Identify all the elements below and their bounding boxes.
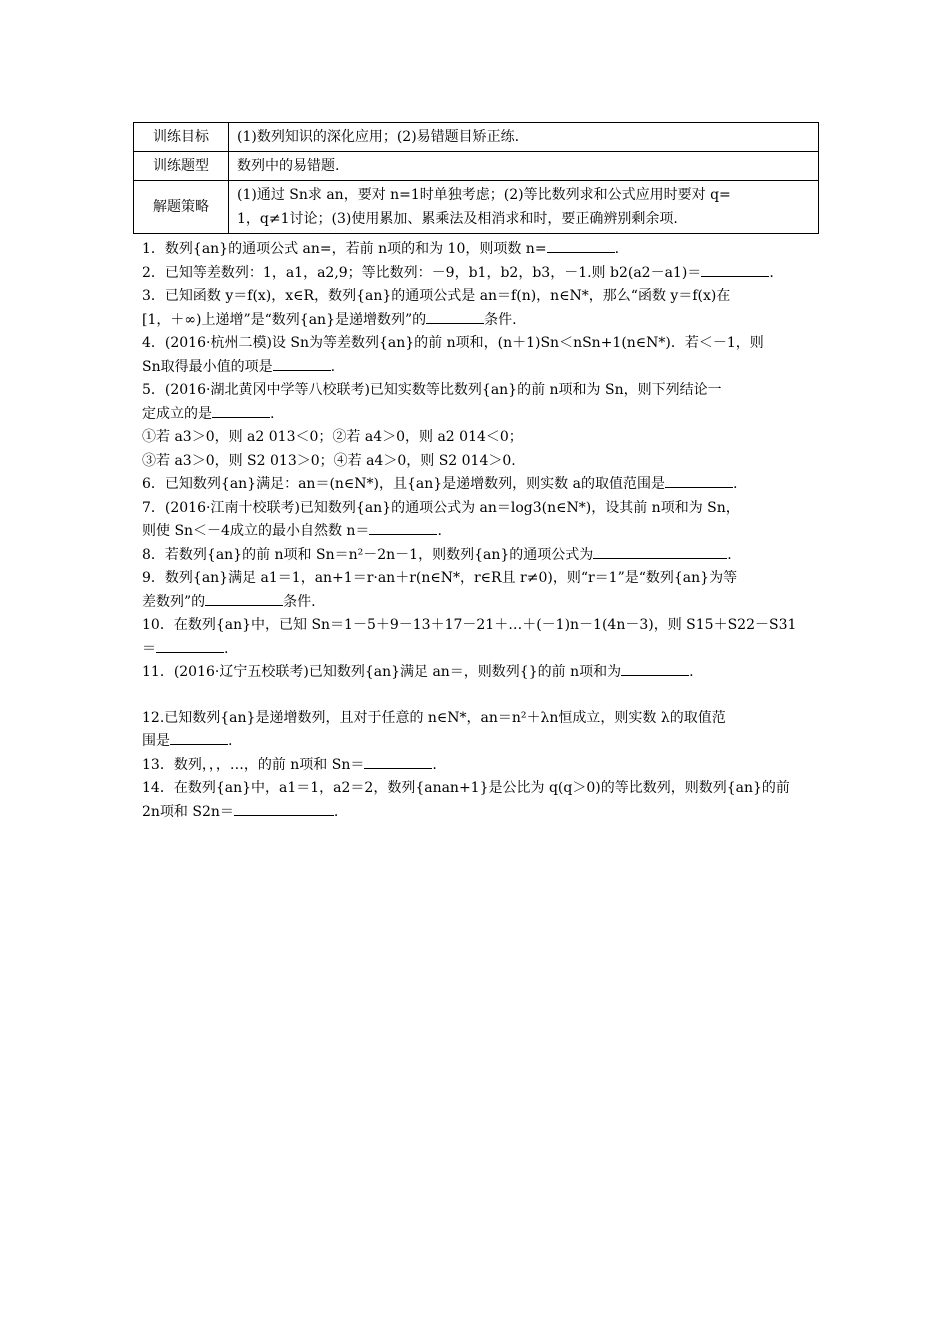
question-line (142, 379, 810, 403)
question-line (142, 567, 810, 591)
question-end-text: . (270, 405, 275, 422)
question-text: 12.已知数列{an}是递增数列，且对于任意的 n∈N*，an＝n²＋λn恒成立，则实数 λ的取值范 (142, 709, 726, 726)
question-text: 6．已知数列{an}满足：an＝(n∈N*)，且{an}是递增数列，则实数 a的取值范围是 (142, 476, 665, 492)
answer-blank (273, 356, 331, 371)
question-text: 4．(2016·杭州二模)设 Sn为等差数列{an}的前 n项和，(n＋1)Sn＜nSn+1(n∈N*)．若＜－1，则 (142, 335, 764, 351)
row-label: 训练目标 (134, 123, 229, 152)
question-line (142, 638, 810, 662)
question-line (142, 544, 810, 568)
question-line (142, 801, 810, 825)
question-line (142, 520, 810, 544)
question-text: 8．若数列{an}的前 n项和 Sn＝n²－2n－1，则数列{an}的通项公式为 (142, 546, 594, 563)
table-row (134, 152, 819, 181)
strategy-line: (1)通过 Sn求 an，要对 n=1时单独考虑；(2)等比数列求和公式应用时要对 q= (237, 187, 731, 203)
question-line (142, 332, 810, 356)
question-line (142, 426, 810, 450)
row-content: (1)数列知识的深化应用；(2)易错题目矫正练. (229, 123, 819, 152)
question-text: 10．在数列{an}中，已知 Sn＝1－5＋9－13＋17－21＋…＋(－1)n－1(4n－3)，则 S15＋S22－S31 (142, 617, 797, 633)
table-row (134, 123, 819, 152)
table-row (134, 181, 819, 234)
row-content (229, 181, 819, 234)
question-text: Sn取得最小值的项是 (142, 358, 273, 375)
question-line (142, 262, 810, 286)
question-text: 13．数列，，，…，的前 n项和 Sn＝ (142, 756, 365, 773)
training-info-table (133, 122, 819, 234)
answer-blank (547, 238, 615, 253)
question-line (142, 497, 810, 521)
question-end-text: 条件. (484, 311, 517, 328)
question-end-text: . (228, 733, 233, 749)
question-text: 9．数列{an}满足 a1＝1，an+1＝r·an＋r(n∈N*，r∈R且 r≠0)，则“r＝1”是“数列{an}为等 (142, 570, 738, 586)
question-end-text: . (727, 546, 732, 563)
question-text: 5．(2016·湖北黄冈中学等八校联考)已知实数等比数列{an}的前 n项和为 Sn，则下列结论一 (142, 382, 722, 398)
question-end-text: . (224, 640, 229, 657)
question-end-text: . (432, 756, 437, 773)
question-text: 2．已知等差数列：1，a1，a2,9；等比数列：－9，b1，b2，b3，－1.则 b2(a2－a1)＝ (142, 264, 702, 281)
question-text: 定成立的是 (142, 405, 212, 422)
question-line (142, 450, 810, 474)
answer-blank (426, 309, 484, 324)
question-end-text: . (769, 264, 774, 281)
question-text: 14．在数列{an}中，a1＝1，a2＝2，数列{anan+1}是公比为 q(q＞0)的等比数列，则数列{an}的前 (142, 780, 790, 796)
question-line (142, 730, 810, 754)
question-text: 7．(2016·江南十校联考)已知数列{an}的通项公式为 an＝log3(n∈N*)，设其前 n项和为 Sn， (142, 499, 740, 516)
question-end-text: . (333, 803, 339, 820)
question-line (142, 238, 810, 262)
question-end-text: 条件. (283, 593, 316, 610)
question-end-text: . (437, 523, 442, 539)
answer-blank (234, 801, 334, 816)
question-end-text: . (330, 358, 336, 375)
question-line (142, 661, 810, 685)
answer-blank (156, 638, 224, 653)
answer-blank (170, 730, 228, 745)
question-text: 1．数列{an}的通项公式 an=，若前 n项的和为 10，则项数 n= (142, 241, 547, 257)
question-text: 2n项和 S2n＝ (142, 803, 234, 820)
question-list (142, 238, 810, 824)
strategy-line: 1，q≠1讨论；(3)使用累加、累乘法及相消求和时，要正确辨别剩余项. (237, 211, 678, 227)
row-content: 数列中的易错题. (229, 152, 819, 181)
question-line (142, 777, 810, 801)
answer-blank (665, 473, 733, 488)
question-line (142, 707, 810, 731)
question-text: ＝ (142, 640, 156, 657)
row-label: 解题策略 (134, 181, 229, 234)
question-line (142, 403, 810, 427)
question-end-text: . (614, 241, 620, 257)
answer-blank (364, 754, 432, 769)
question-text: 则使 Sn＜－4成立的最小自然数 n＝ (142, 523, 370, 539)
answer-blank (369, 520, 437, 535)
question-line (142, 473, 810, 497)
question-line (142, 285, 810, 309)
question-line (142, 309, 810, 333)
question-text: 差数列”的 (142, 593, 206, 610)
question-text: [1，＋∞)上递增”是“数列{an}是递增数列”的 (142, 311, 427, 328)
question-line (142, 591, 810, 615)
question-line (142, 356, 810, 380)
question-text: 围是 (142, 733, 170, 749)
question-end-text: . (689, 664, 694, 680)
answer-blank (701, 262, 769, 277)
question-text: 3．已知函数 y＝f(x)，x∈R，数列{an}的通项公式是 an＝f(n)，n∈N*，那么“函数 y＝f(x)在 (142, 288, 731, 304)
question-line (142, 614, 810, 638)
answer-blank (593, 544, 727, 559)
question-text: ③若 a3＞0，则 S2 013＞0；④若 a4＞0，则 S2 014＞0. (142, 452, 516, 469)
question-text: 11．(2016·辽宁五校联考)已知数列{an}满足 an＝，则数列{}的前 n项和为 (142, 664, 622, 680)
answer-blank (621, 661, 689, 676)
question-line (142, 754, 810, 778)
row-label: 训练题型 (134, 152, 229, 181)
answer-blank (212, 403, 270, 418)
question-end-text: . (732, 476, 738, 492)
answer-blank (205, 591, 283, 606)
question-text: ①若 a3＞0，则 a2 013＜0；②若 a4＞0，则 a2 014＜0； (142, 429, 523, 445)
